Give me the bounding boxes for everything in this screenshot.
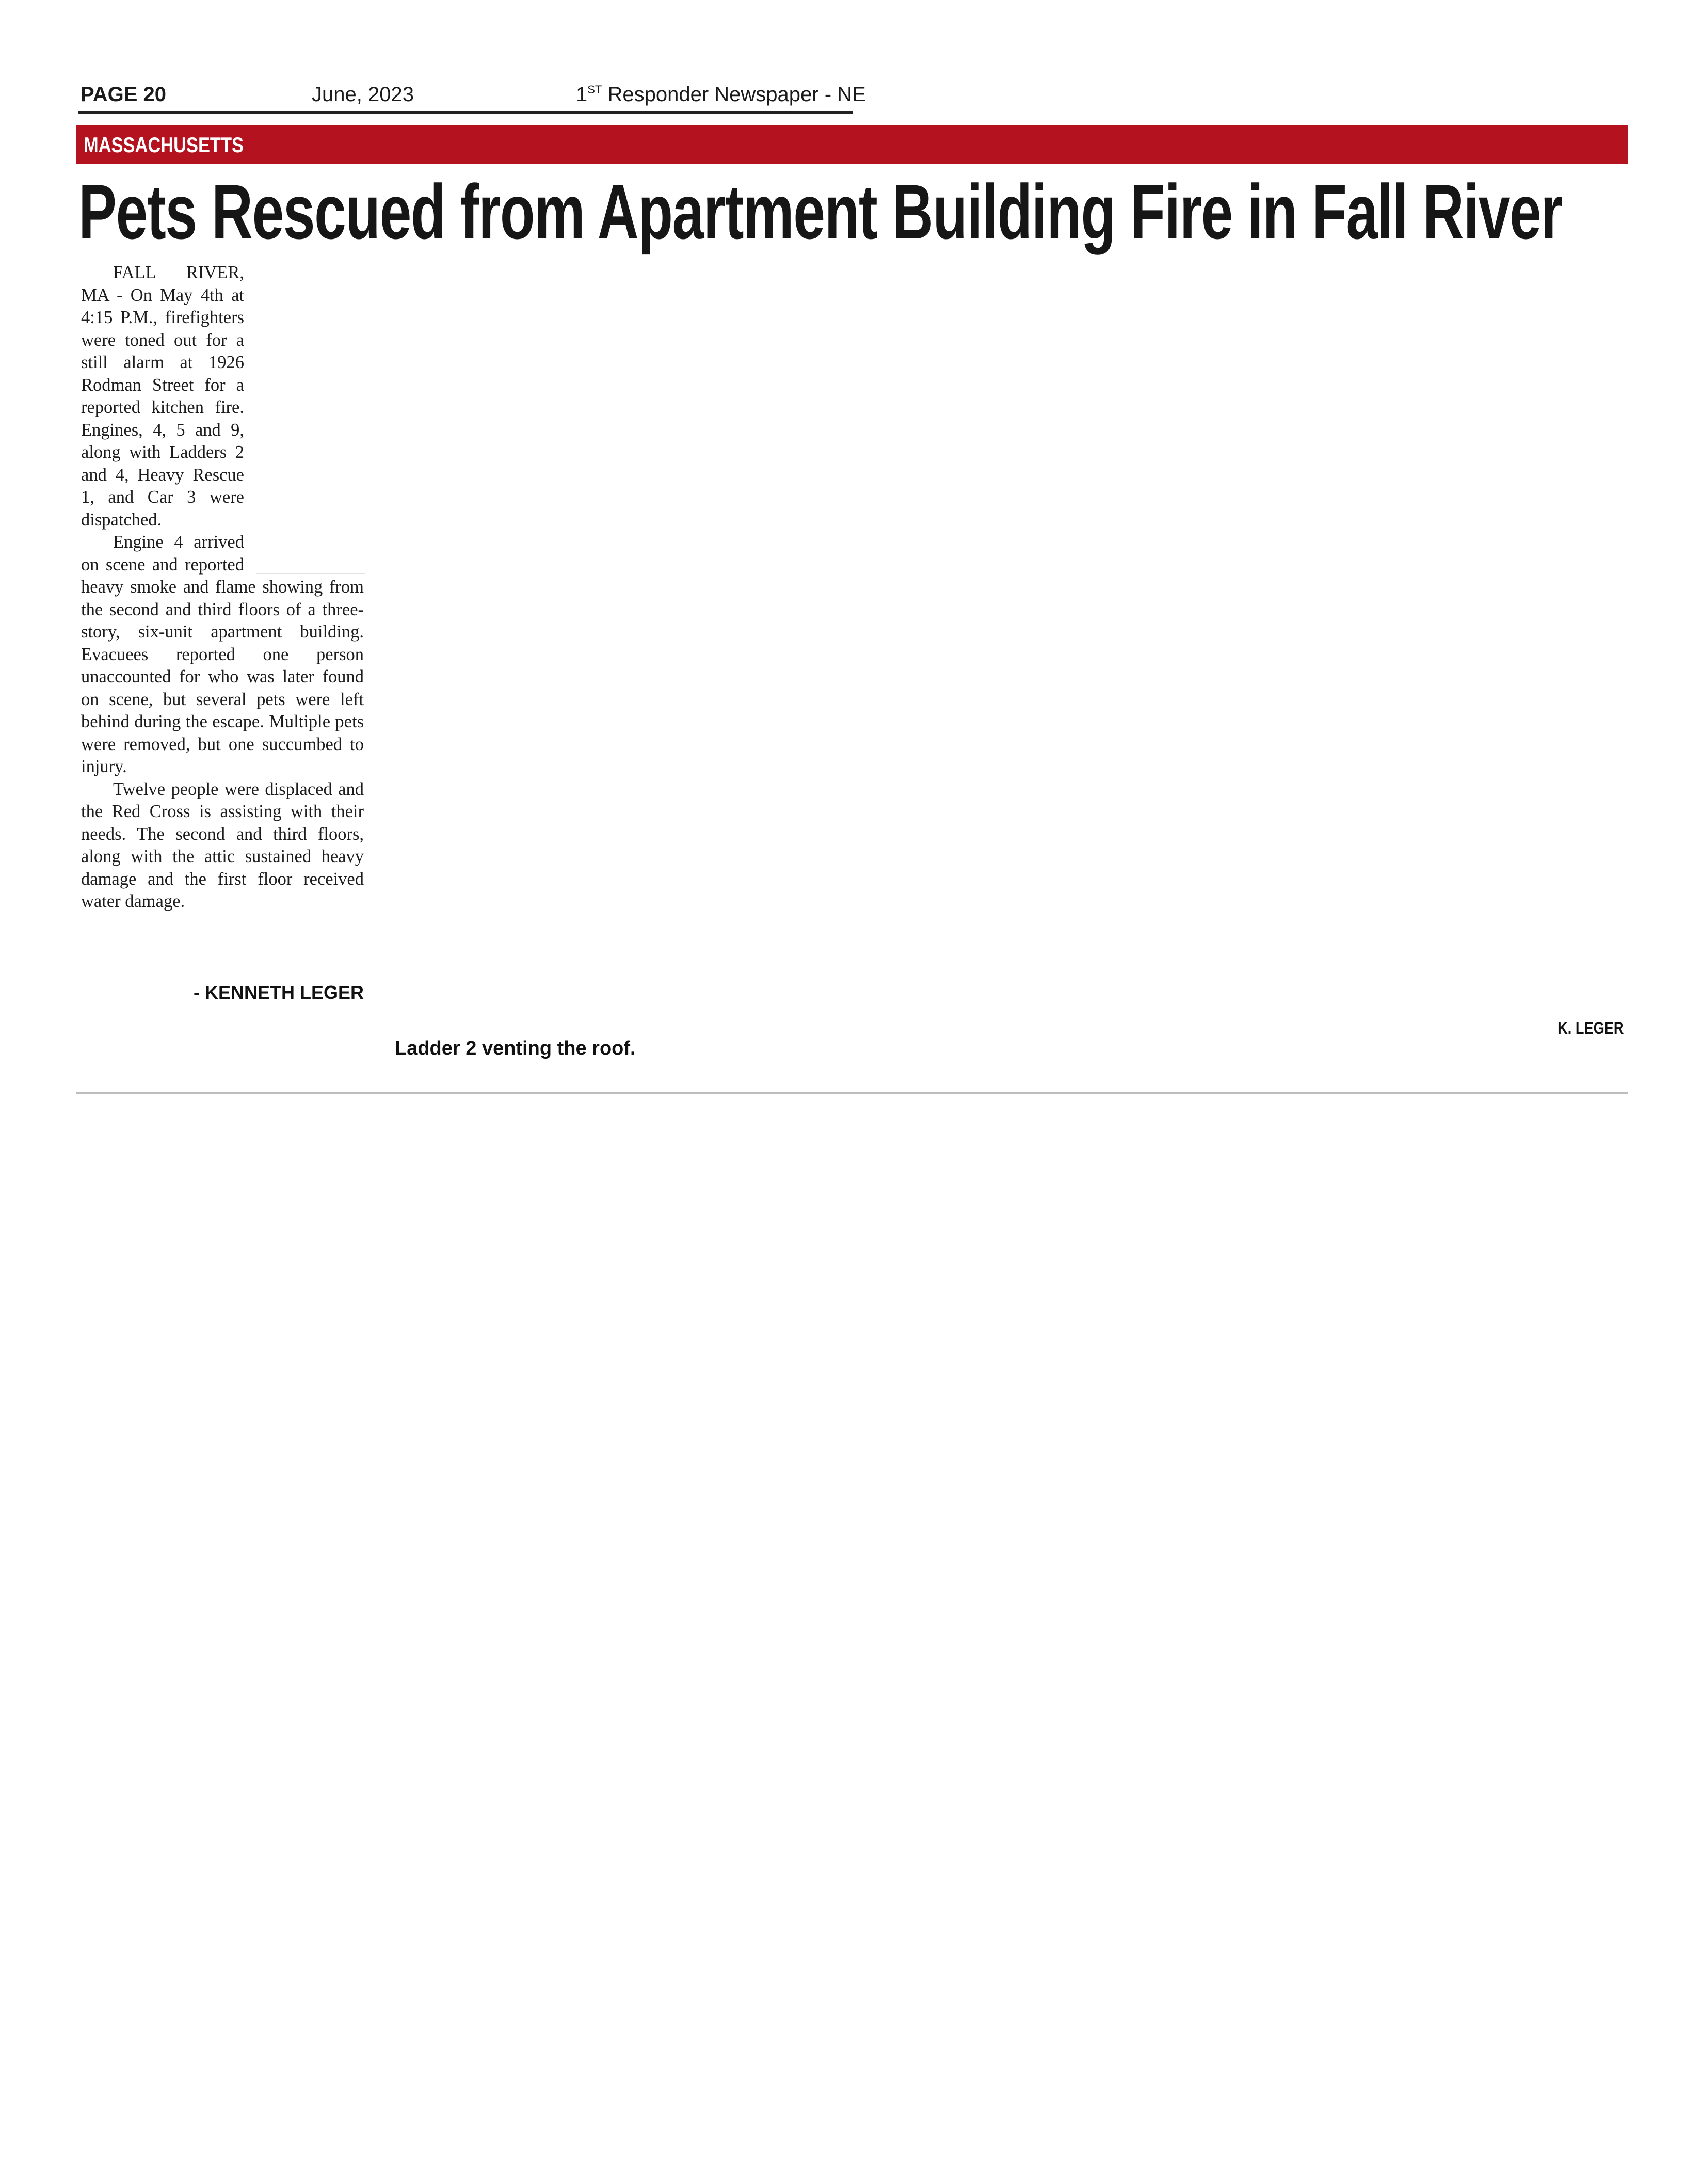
page-number: PAGE 20 [81, 83, 166, 106]
headline: Pets Rescued from Apartment Building Fire in Fall River [78, 168, 1563, 255]
photo-caption: Ladder 2 venting the roof. [395, 1038, 636, 1059]
issue-date: June, 2023 [312, 83, 414, 106]
section-bar [76, 125, 1628, 164]
article-paragraph: FALL RIVER, MA - On May 4th at 4:15 P.M., firefighters were toned out for a still alarm at 1926 Rodman Street for a reported kitchen fire. Engines, 4, 5 and 9, along with Ladders 2 and 4, Heavy Rescue 1, and Car 3 were dispatched. [81, 263, 244, 530]
publication-name-prefix: 1 [576, 83, 588, 106]
inset-divider [256, 573, 365, 574]
publication-name-superscript: ST [587, 83, 602, 96]
article-photo [392, 261, 1628, 1012]
publication-name-rest: Responder Newspaper - NE [602, 83, 866, 106]
publication-name [576, 77, 866, 111]
folio-line [78, 77, 866, 114]
photo-credit: K. LEGER [1557, 1018, 1624, 1038]
section-label: MASSACHUSETTS [84, 133, 244, 157]
article-body [81, 262, 364, 913]
bottom-divider [76, 1092, 1628, 1094]
byline: - KENNETH LEGER [193, 982, 364, 1003]
inset-space [249, 262, 364, 574]
article-paragraph: Engine 4 arrived on scene and reported heavy smoke and flame showing from the second and third floors of a three-story, six-unit apartment building. Evacuees reported one person unaccounted for who was later found on scene, but several pets were left behind during the escape. Multiple pets were removed, but one succumbed to injury. [81, 532, 364, 776]
article-paragraph: Twelve people were displaced and the Red Cross is assisting with their needs. The second and third floors, along with the attic sustained heavy damage and the first floor received water damage. [81, 779, 364, 911]
